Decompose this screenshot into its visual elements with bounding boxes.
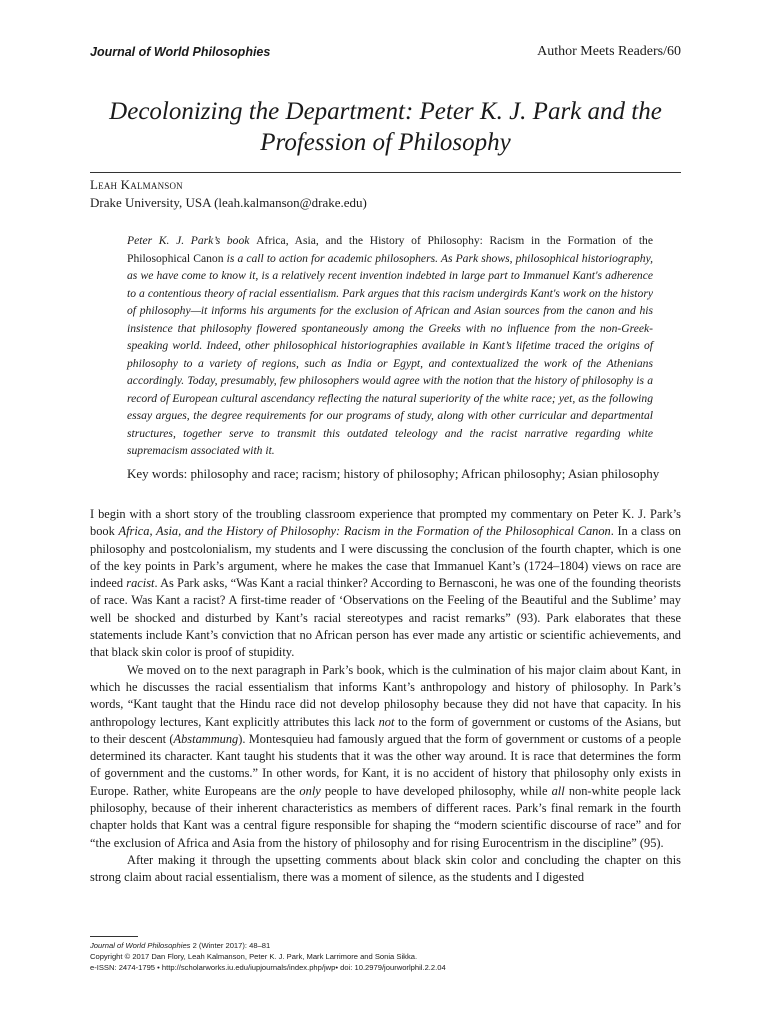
emphasis: not: [378, 714, 395, 729]
text-span: people to have developed philosophy, while: [320, 783, 552, 798]
journal-name: Journal of World Philosophies: [90, 45, 271, 59]
text-span: non-white people lack philosophy, because of their inherent characteristics as members of different races. Park’s final remark in the fourth chapter holds that Kant was a central figure responsible for shaping the “modern scientific discourse of race” and for “the exclusion of Africa and Asia from the history of philosophy and for rising Eurocentrism in the discipline” (95).: [90, 783, 681, 850]
issn-line: e-ISSN: 2474-1795 • http://scholarworks.iu.edu/iupjournals/index.php/jwp• doi: 10.2979/jourworlphil.2.2.04: [90, 963, 446, 972]
body-paragraph-3: After making it through the upsetting comments about black skin color and concluding the chapter on this strong claim about racial essentialism, there was a moment of silence, as the students and I digested: [90, 852, 681, 885]
title-line-1: Decolonizing the Department: Peter K. J. Park and the: [109, 98, 662, 125]
body-paragraph-2: [90, 662, 681, 852]
book-title: Africa, Asia, and the History of Philosophy: Racism in the Formation of the Philosophical Canon: [118, 524, 611, 539]
footer-issue: 2 (Winter 2017): 48–81: [190, 941, 271, 950]
copyright-line: Copyright © 2017 Dan Flory, Leah Kalmanson, Peter K. J. Park, Mark Larrimore and Sonia Sikka.: [90, 952, 418, 961]
page-label: Author Meets Readers/60: [537, 44, 681, 59]
text-span: to the form of government or customs of the Asians, but to their descent (: [90, 714, 681, 746]
article-body: [90, 506, 681, 887]
footer-journal: Journal of World Philosophies: [90, 941, 191, 950]
article-title: [90, 96, 681, 158]
text-span: . As Park asks, “Was Kant a racial thinker? According to Bernasconi, he was one of the founding theorists of race. Was Kant a racist? A first-time reader of ‘Observations on the Feeling of the Beautiful and the Sublime’ may well be shocked and disturbed by Kant’s racial stereotypes and racist remarks” (93). Park elaborates that these statements include Kant’s conviction that no African person has ever made any artistic or scientific achievements, and that black skin color is proof of stupidity.: [90, 576, 681, 660]
abstract: [127, 232, 653, 460]
emphasis: racist: [126, 576, 155, 591]
abstract-text: is a call to action for academic philosophers. As Park shows, philosophical historiography, as we have come to know it, is a relatively recent invention indebted in large part to Immanuel Kant's adherence to a contentious theory of racial essentialism. Park argues that this racism undergirds Kant's work on the history of philosophy—it informs his arguments for the exclusion of African and Asian sources from the canon and his insistence that philosophy flowered spontaneously among the Greeks with no influence from the non-Greek-speaking world. Indeed, other philosophical historiographies available in Kant’s lifetime traced the origins of philosophy to a variety of regions, such as India or Egypt, and contextualized the work of the Athenians accordingly. Today, presumably, few philosophers would agree with the notion that the history of philosophy is a record of European cultural ascendancy reflecting the natural superiority of the white race; yet, as the following essay argues, the degree requirements for our programs of study, along with other curricular and departmental structures, together serve to transmit this outdated teleology and the racist narrative regarding white supremacism associated with it.: [127, 251, 653, 457]
keywords: Key words: philosophy and race; racism; history of philosophy; African philosophy; Asian philosophy: [127, 466, 660, 481]
author-affiliation: Drake University, USA (leah.kalmanson@drake.edu): [90, 195, 367, 210]
emphasis: all: [551, 783, 565, 798]
footer-rule: [90, 936, 138, 937]
title-line-2: Profession of Philosophy: [260, 129, 511, 156]
text-span: We moved on to the next paragraph in Park’s book, which is the culmination of his major claim about Kant, in which he discusses the racial essentialism that informs Kant’s anthropology and history of philosophy. In Park’s words, “Kant taught that the Hindu race did not develop philosophy because they did not have that capacity. In his anthropology lectures, Kant explicitly attributes this lack: [90, 662, 681, 729]
abstract-book-title: Africa, Asia, and the History of Philosophy: Racism in the Formation of the Philosophical Canon: [127, 234, 653, 265]
body-paragraph-1: [90, 506, 681, 662]
abstract-intro: Peter K. J. Park’s book: [127, 234, 257, 247]
emphasis: Abstammung: [173, 731, 239, 746]
citation-line: [90, 940, 690, 951]
running-header: [90, 45, 681, 65]
title-rule: [90, 172, 681, 173]
page-footer: [90, 940, 690, 973]
emphasis: only: [299, 783, 321, 798]
author-name: Leah Kalmanson: [90, 177, 183, 192]
text-span: I begin with a short story of the troubling classroom experience that prompted my commentary on Peter K. J. Park’s book: [90, 507, 681, 539]
text-span: . In a class on philosophy and postcolonialism, my students and I were discussing the conclusion of the fourth chapter, which is one of the key points in Park’s argument, where he makes the case that Immanuel Kant’s (1724–1804) views on race are indeed: [90, 524, 681, 591]
text-span: ). Montesquieu had famously argued that the form of government or customs of a people determined its character. Kant taught his students that it was the other way around. It is race that determines the form of government and the customs.” In other words, for Kant, it is no accident of history that philosophy only exists in Europe. Rather, white Europeans are the: [90, 731, 682, 798]
